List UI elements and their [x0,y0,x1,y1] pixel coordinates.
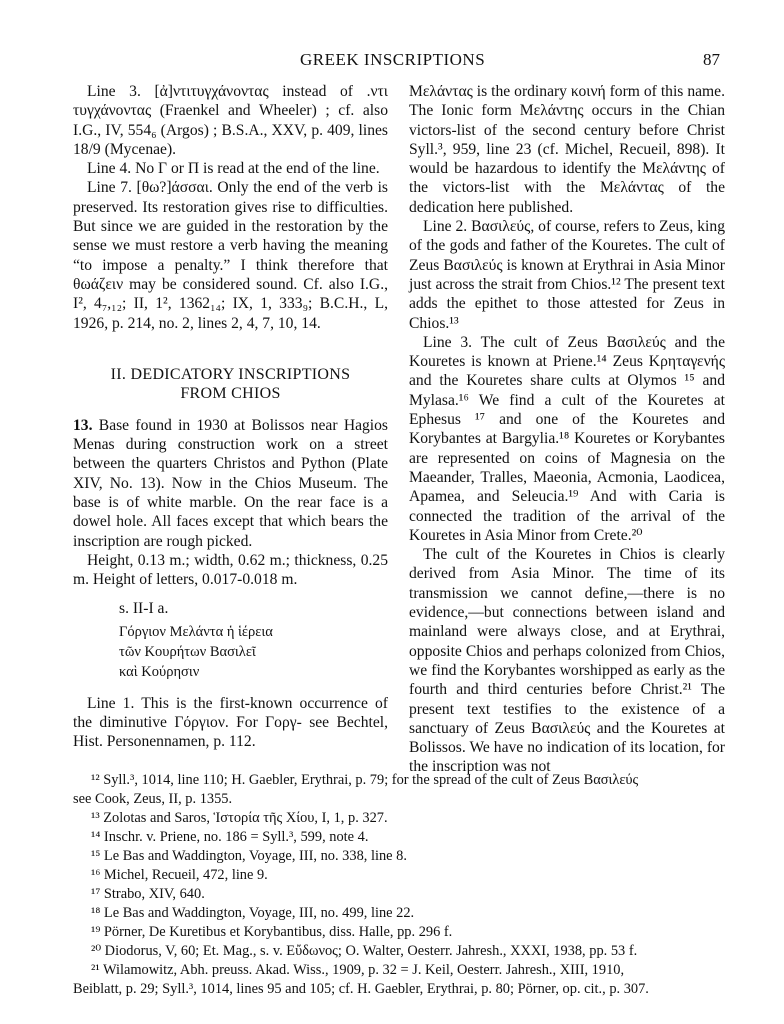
paragraph-commentary-line1: Line 1. This is the first-known occurrence of the diminutive Γόργιον. For Γοργ- see Bechtel, Hist. Personennamen, p. 112. [73,694,388,751]
footnote-19: ¹⁹ Pörner, De Kuretibus et Korybantibus, diss. Halle, pp. 296 f. [91,924,453,940]
footnote-15: ¹⁵ Le Bas and Waddington, Voyage, III, no. 338, line 8. [91,848,407,864]
running-header: GREEK INSCRIPTIONS [300,50,486,69]
footnote-17: ¹⁷ Strabo, XIV, 640. [91,886,205,902]
section-heading-line2: FROM CHIOS [180,384,281,402]
footnote-21: ²¹ Wilamowitz, Abh. preuss. Akad. Wiss., 1909, p. 32 = J. Keil, Oesterr. Jahresh., XIII, 1910, [91,962,625,978]
footnote-16: ¹⁶ Michel, Recueil, 472, line 9. [91,867,268,883]
footnote-18: ¹⁸ Le Bas and Waddington, Voyage, III, no. 499, line 22. [91,905,415,921]
inscription-line-1: Γόργιον Μελάντα ἡ ἱέρεια [119,623,273,640]
section-heading [73,365,388,403]
paragraph-line2: Line 2. Βασιλεύς, of course, refers to Zeus, king of the gods and father of the Kouretes. The cult of Zeus Βασιλεύς is known at Erythrai in Asia Minor just across the strait from Chios.¹² The present text adds the epithet to those attested for Zeus in Chios.¹³ [409,218,725,332]
dimensions-paragraph: Height, 0.13 m.; width, 0.62 m.; thickness, 0.25 m. Height of letters, 0.017-0.018 m. [73,551,388,589]
entry-number: 13. [73,416,93,434]
paragraph-line3: Line 3. [ἀ]ντιτυγχάνοντας instead of .ντι τυγχάνοντας (Fraenkel and Wheeler) ; cf. also I.G., IV, 554₆ (Argos) ; B.S.A., XXV, p. 409, lines 18/9 (Mycenae). [73,83,388,158]
inscription-line-3: καὶ Κούρησιν [119,663,200,680]
section-heading-line1: II. DEDICATORY INSCRIPTIONS [110,365,351,383]
entry-13-text: Base found in 1930 at Bolissos near Hagios Menas during construction work on a street between the quarters Christos and Python (Plate XIV, No. 13). Now in the Chios Museum. The base is of white marble. On the rear face is a dowel hole. All faces except that which bears the inscription are rough picked. [73,416,388,550]
footnotes [73,771,723,999]
paragraph-line4: Line 4. No Γ or Π is read at the end of the line. [87,160,380,178]
footnote-13: ¹³ Zolotas and Saros, Ἱστορία τῆς Χίου, I, 1, p. 327. [91,810,388,826]
paragraph-cult-chios: The cult of the Kouretes in Chios is clearly derived from Asia Minor. The time of its transmission we cannot define,—there is no evidence,—but connections between island and mainland were always close, and at Erythrai, opposite Chios and perhaps colonized from Chios, we find the Korybantes worshipped as early as the fourth and third centuries before Christ.²¹ The present text testifies to the existence of a sanctuary of Zeus Βασιλεύς and the Kouretes at Bolissos. We have no indication of its location, for the inscription was not [409,546,725,776]
inscription-date: s. II-I a. [119,599,169,617]
footnote-21-continued: Beiblatt, p. 29; Syll.³, 1014, lines 95 and 105; cf. H. Gaebler, Erythrai, p. 80; Pörner, op. cit., p. 307. [73,981,649,997]
page-number: 87 [703,50,720,69]
entry-13-description [73,416,388,551]
right-column [409,82,725,777]
inscription-text [119,599,388,682]
footnote-12: ¹² Syll.³, 1014, line 110; H. Gaebler, Erythrai, p. 79; for the spread of the cult of Zeus Βασιλεύς [91,772,639,788]
footnote-20: ²⁰ Diodorus, V, 60; Et. Mag., s. v. Εὔδωνος; O. Walter, Oesterr. Jahresh., XXXI, 1938, pp. 53 f. [91,943,638,959]
footnote-14: ¹⁴ Inschr. v. Priene, no. 186 = Syll.³, 599, note 4. [91,829,369,845]
paragraph-melantas: Μελάντας is the ordinary κοινή form of this name. The Ionic form Μελάντης occurs in the Chian victors-list of the second century before Christ Syll.³, 959, line 23 (cf. Michel, Recueil, 898). It would be hazardous to identify the Μελάντης of the victors-list with the Μελάντας of the dedication here published. [409,83,725,216]
left-column [73,82,388,751]
footnote-12-continued: see Cook, Zeus, II, p. 1355. [73,791,233,807]
paragraph-line7: Line 7. [θω?]άσσαι. Only the end of the verb is preserved. Its restoration gives rise to difficulties. But since we are guided in the restoration by the sense we must restore a verb having the meaning “to impose a penalty.” I think therefore that θωάζειν may be considered sound. Cf. also I.G., I², 4₇,₁₂; II, 1², 1362₁₄; IX, 1, 333₉; B.C.H., L, 1926, p. 214, no. 2, lines 2, 4, 7, 10, 14. [73,179,388,332]
inscription-line-2: τῶν Κουρήτων Βασιλεῖ [119,643,256,660]
paragraph-right-line3: Line 3. The cult of Zeus Βασιλεύς and the Kouretes is known at Priene.¹⁴ Zeus Κρηταγενής and the Kouretes share cults at Olymos ¹⁵ and Mylasa.¹⁶ We find a cult of the Kouretes at Ephesus ¹⁷ and one of the Kouretes and Korybantes at Bargylia.¹⁸ Kouretes or Korybantes are represented on coins of Magnesia on the Maeander, Tralles, Maeonia, Acmonia, Laodicea, Apamea, and Seleucia.¹⁹ And with Caria is connected the tradition of the arrival of the Kouretes in Asia Minor from Crete.²⁰ [409,333,725,544]
